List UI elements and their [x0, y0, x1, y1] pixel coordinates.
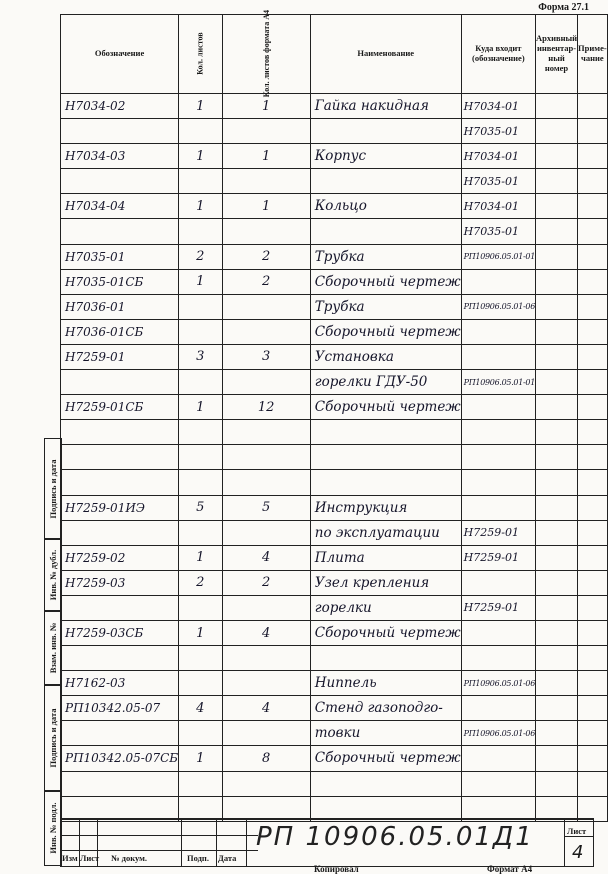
- cell-sheets-a4: [222, 420, 310, 445]
- cell-sheets-a4: [222, 319, 310, 344]
- cell-sheets: 1: [179, 269, 222, 294]
- cell-archive: [536, 520, 578, 545]
- table-row: [61, 771, 608, 796]
- table-row: [61, 294, 608, 319]
- cell-archive: [536, 570, 578, 595]
- cell-sheets-a4: 2: [222, 269, 310, 294]
- cell-where-used: Н7034-01: [461, 194, 535, 219]
- cell-note: [578, 696, 608, 721]
- cell-where-used: РП10906.05.01-01: [461, 244, 535, 269]
- cell-where-used: Н7035-01: [461, 219, 535, 244]
- cell-sheets: 4: [179, 696, 222, 721]
- stamp-sign-date-2: Подпись и дата: [44, 684, 62, 792]
- cell-designation: [61, 595, 179, 620]
- cell-designation: [61, 219, 179, 244]
- cell-designation: Н7162-03: [61, 671, 179, 696]
- cell-name: горелки: [310, 595, 461, 620]
- cell-designation: Н7036-01: [61, 294, 179, 319]
- table-header: [61, 15, 608, 94]
- cell-sheets-a4: 8: [222, 746, 310, 771]
- cell-name: Сборочный чертеж: [310, 620, 461, 645]
- cell-note: [578, 370, 608, 395]
- cell-sheets-a4: [222, 370, 310, 395]
- cell-note: [578, 671, 608, 696]
- cell-sheets: 2: [179, 570, 222, 595]
- cell-archive: [536, 495, 578, 520]
- cell-note: [578, 595, 608, 620]
- tb-doc-no: № докум.: [111, 853, 148, 863]
- cell-sheets: [179, 119, 222, 144]
- cell-where-used: [461, 495, 535, 520]
- cell-where-used: Н7035-01: [461, 169, 535, 194]
- table-row: [61, 219, 608, 244]
- cell-sheets: 1: [179, 194, 222, 219]
- cell-sheets: [179, 595, 222, 620]
- cell-sheets-a4: [222, 119, 310, 144]
- cell-sheets-a4: 5: [222, 495, 310, 520]
- table-row: [61, 620, 608, 645]
- cell-designation: Н7259-01: [61, 344, 179, 369]
- cell-where-used: [461, 420, 535, 445]
- cell-note: [578, 620, 608, 645]
- cell-sheets: 1: [179, 746, 222, 771]
- cell-name: [310, 470, 461, 495]
- cell-designation: [61, 370, 179, 395]
- cell-where-used: РП10906.05.01-01: [461, 370, 535, 395]
- cell-archive: [536, 344, 578, 369]
- cell-sheets: [179, 420, 222, 445]
- cell-where-used: [461, 395, 535, 420]
- header-archive: Архивный инвентар-ный номер: [536, 15, 578, 94]
- table-row: [61, 370, 608, 395]
- header-sheets: Кол. листов: [179, 15, 222, 94]
- cell-designation: Н7259-01СБ: [61, 395, 179, 420]
- table-row: [61, 545, 608, 570]
- cell-archive: [536, 244, 578, 269]
- cell-designation: [61, 119, 179, 144]
- table-row: [61, 119, 608, 144]
- cell-sheets: [179, 671, 222, 696]
- cell-designation: Н7259-02: [61, 545, 179, 570]
- cell-sheets-a4: 2: [222, 244, 310, 269]
- cell-name: Сборочный чертеж: [310, 395, 461, 420]
- cell-where-used: Н7259-01: [461, 520, 535, 545]
- cell-sheets-a4: [222, 520, 310, 545]
- table-row: [61, 495, 608, 520]
- tb-date: Дата: [218, 853, 237, 863]
- cell-where-used: РП10906.05.01-06: [461, 721, 535, 746]
- cell-sheets-a4: [222, 646, 310, 671]
- cell-sheets-a4: 4: [222, 545, 310, 570]
- cell-archive: [536, 445, 578, 470]
- cell-sheets-a4: [222, 721, 310, 746]
- cell-sheets: [179, 520, 222, 545]
- cell-designation: [61, 646, 179, 671]
- table-row: [61, 395, 608, 420]
- tb-izm: Изм: [62, 853, 78, 863]
- stamp-dup-inv: Инв. № дубл.: [44, 538, 62, 612]
- cell-name: Ниппель: [310, 671, 461, 696]
- table-row: [61, 269, 608, 294]
- cell-sheets-a4: [222, 595, 310, 620]
- cell-sheets: 2: [179, 244, 222, 269]
- cell-note: [578, 395, 608, 420]
- cell-archive: [536, 470, 578, 495]
- cell-note: [578, 445, 608, 470]
- cell-designation: [61, 169, 179, 194]
- specification-table: [60, 10, 608, 822]
- cell-where-used: РП10906.05.01-06: [461, 671, 535, 696]
- table-row: [61, 344, 608, 369]
- cell-sheets: [179, 721, 222, 746]
- cell-name: Инструкция: [310, 495, 461, 520]
- cell-sheets: [179, 646, 222, 671]
- cell-note: [578, 420, 608, 445]
- table-row: [61, 94, 608, 119]
- cell-name: Установка: [310, 344, 461, 369]
- table-row: [61, 445, 608, 470]
- document-number: РП 10906.05.01Д1: [256, 822, 534, 852]
- cell-sheets: 1: [179, 620, 222, 645]
- cell-note: [578, 771, 608, 796]
- cell-note: [578, 294, 608, 319]
- cell-archive: [536, 269, 578, 294]
- cell-where-used: [461, 470, 535, 495]
- stamp-replace-inv: Взам. инв. №: [44, 610, 62, 686]
- cell-sheets-a4: 3: [222, 344, 310, 369]
- cell-sheets: 3: [179, 344, 222, 369]
- cell-designation: Н7034-04: [61, 194, 179, 219]
- cell-designation: Н7034-03: [61, 144, 179, 169]
- cell-where-used: [461, 696, 535, 721]
- cell-archive: [536, 169, 578, 194]
- cell-note: [578, 219, 608, 244]
- cell-archive: [536, 294, 578, 319]
- cell-sheets-a4: [222, 671, 310, 696]
- cell-sheets: 5: [179, 495, 222, 520]
- cell-note: [578, 721, 608, 746]
- cell-sheets-a4: [222, 294, 310, 319]
- cell-note: [578, 144, 608, 169]
- cell-note: [578, 495, 608, 520]
- cell-archive: [536, 144, 578, 169]
- cell-name: Кольцо: [310, 194, 461, 219]
- header-sheets-a4: Кол. листов формата А4: [222, 15, 310, 94]
- table-row: [61, 721, 608, 746]
- tb-sign: Подп.: [187, 853, 209, 863]
- cell-name: Сборочный чертеж: [310, 746, 461, 771]
- cell-sheets-a4: [222, 219, 310, 244]
- cell-note: [578, 194, 608, 219]
- cell-where-used: Н7259-01: [461, 595, 535, 620]
- cell-archive: [536, 370, 578, 395]
- table-row: [61, 144, 608, 169]
- cell-note: [578, 319, 608, 344]
- cell-archive: [536, 194, 578, 219]
- cell-where-used: [461, 771, 535, 796]
- cell-name: горелки ГДУ-50: [310, 370, 461, 395]
- table-row: [61, 169, 608, 194]
- cell-name: Плита: [310, 545, 461, 570]
- table-row: [61, 696, 608, 721]
- cell-where-used: Н7259-01: [461, 545, 535, 570]
- cell-name: [310, 219, 461, 244]
- cell-sheets: [179, 294, 222, 319]
- table-row: [61, 570, 608, 595]
- cell-where-used: [461, 269, 535, 294]
- cell-designation: [61, 721, 179, 746]
- cell-designation: РП10342.05-07СБ: [61, 746, 179, 771]
- cell-sheets-a4: 12: [222, 395, 310, 420]
- stamp-orig-inv: Инв. № подл.: [44, 790, 62, 866]
- cell-name: [310, 445, 461, 470]
- cell-archive: [536, 545, 578, 570]
- cell-where-used: [461, 344, 535, 369]
- header-note: Приме-чание: [578, 15, 608, 94]
- cell-name: Стенд газоподго-: [310, 696, 461, 721]
- cell-note: [578, 269, 608, 294]
- cell-archive: [536, 771, 578, 796]
- cell-name: Сборочный чертеж: [310, 319, 461, 344]
- cell-sheets: [179, 219, 222, 244]
- cell-designation: [61, 520, 179, 545]
- cell-name: Узел крепления: [310, 570, 461, 595]
- cell-sheets-a4: 1: [222, 94, 310, 119]
- cell-sheets: [179, 445, 222, 470]
- cell-where-used: РП10906.05.01-06: [461, 294, 535, 319]
- cell-where-used: Н7035-01: [461, 119, 535, 144]
- cell-note: [578, 244, 608, 269]
- cell-sheets-a4: 2: [222, 570, 310, 595]
- cell-name: Трубка: [310, 244, 461, 269]
- cell-where-used: Н7034-01: [461, 144, 535, 169]
- cell-sheets-a4: 1: [222, 144, 310, 169]
- cell-sheets: [179, 470, 222, 495]
- cell-note: [578, 545, 608, 570]
- cell-archive: [536, 696, 578, 721]
- cell-archive: [536, 620, 578, 645]
- cell-designation: [61, 445, 179, 470]
- cell-where-used: [461, 570, 535, 595]
- sheet-number: 4: [572, 842, 584, 863]
- cell-where-used: [461, 746, 535, 771]
- cell-note: [578, 119, 608, 144]
- cell-sheets: 1: [179, 395, 222, 420]
- sheet-label: Лист: [567, 826, 587, 836]
- cell-name: Гайка накидная: [310, 94, 461, 119]
- cell-designation: [61, 470, 179, 495]
- cell-archive: [536, 395, 578, 420]
- cell-name: [310, 646, 461, 671]
- form-label: Форма 27.1: [538, 2, 589, 13]
- header-name: Наименование: [310, 15, 461, 94]
- cell-name: [310, 420, 461, 445]
- cell-designation: [61, 420, 179, 445]
- cell-sheets-a4: [222, 445, 310, 470]
- cell-archive: [536, 119, 578, 144]
- cell-archive: [536, 595, 578, 620]
- table-row: [61, 520, 608, 545]
- cell-sheets: [179, 370, 222, 395]
- cell-designation: Н7259-03СБ: [61, 620, 179, 645]
- table-row: [61, 244, 608, 269]
- cell-sheets: 1: [179, 545, 222, 570]
- cell-name: Корпус: [310, 144, 461, 169]
- cell-name: по эксплуатации: [310, 520, 461, 545]
- table-row: [61, 420, 608, 445]
- cell-designation: [61, 771, 179, 796]
- header-designation: Обозначение: [61, 15, 179, 94]
- cell-name: Трубка: [310, 294, 461, 319]
- cell-note: [578, 570, 608, 595]
- table-row: [61, 470, 608, 495]
- table-row: [61, 319, 608, 344]
- cell-name: [310, 119, 461, 144]
- cell-designation: Н7034-02: [61, 94, 179, 119]
- header-where-used: Куда входит (обозначение): [461, 15, 535, 94]
- cell-designation: Н7036-01СБ: [61, 319, 179, 344]
- cell-archive: [536, 319, 578, 344]
- cell-sheets-a4: [222, 771, 310, 796]
- table-row: [61, 194, 608, 219]
- cell-sheets-a4: 4: [222, 620, 310, 645]
- cell-note: [578, 520, 608, 545]
- cell-note: [578, 344, 608, 369]
- cell-sheets: [179, 771, 222, 796]
- cell-sheets: 1: [179, 144, 222, 169]
- table-row: [61, 746, 608, 771]
- cell-where-used: [461, 319, 535, 344]
- cell-note: [578, 169, 608, 194]
- cell-archive: [536, 746, 578, 771]
- cell-note: [578, 746, 608, 771]
- cell-note: [578, 94, 608, 119]
- cell-archive: [536, 420, 578, 445]
- cell-archive: [536, 671, 578, 696]
- cell-where-used: [461, 445, 535, 470]
- copied-label: Копировал: [314, 864, 359, 874]
- cell-sheets-a4: 1: [222, 194, 310, 219]
- cell-archive: [536, 94, 578, 119]
- stamp-sign-date-1: Подпись и дата: [44, 438, 62, 540]
- table-row: [61, 595, 608, 620]
- cell-designation: Н7035-01СБ: [61, 269, 179, 294]
- cell-designation: РП10342.05-07: [61, 696, 179, 721]
- cell-where-used: Н7034-01: [461, 94, 535, 119]
- cell-sheets-a4: [222, 470, 310, 495]
- cell-designation: Н7259-01ИЭ: [61, 495, 179, 520]
- cell-note: [578, 470, 608, 495]
- cell-archive: [536, 721, 578, 746]
- cell-note: [578, 646, 608, 671]
- cell-where-used: [461, 646, 535, 671]
- cell-sheets-a4: 4: [222, 696, 310, 721]
- format-label: Формат А4: [487, 864, 533, 874]
- tb-list: Лист: [80, 853, 100, 863]
- cell-name: Сборочный чертеж: [310, 269, 461, 294]
- cell-sheets-a4: [222, 169, 310, 194]
- cell-name: [310, 169, 461, 194]
- table-row: [61, 646, 608, 671]
- cell-sheets: 1: [179, 94, 222, 119]
- cell-sheets: [179, 319, 222, 344]
- cell-designation: Н7035-01: [61, 244, 179, 269]
- cell-archive: [536, 646, 578, 671]
- cell-name: товки: [310, 721, 461, 746]
- cell-where-used: [461, 620, 535, 645]
- table-row: [61, 671, 608, 696]
- cell-sheets: [179, 169, 222, 194]
- cell-name: [310, 771, 461, 796]
- cell-archive: [536, 219, 578, 244]
- cell-designation: Н7259-03: [61, 570, 179, 595]
